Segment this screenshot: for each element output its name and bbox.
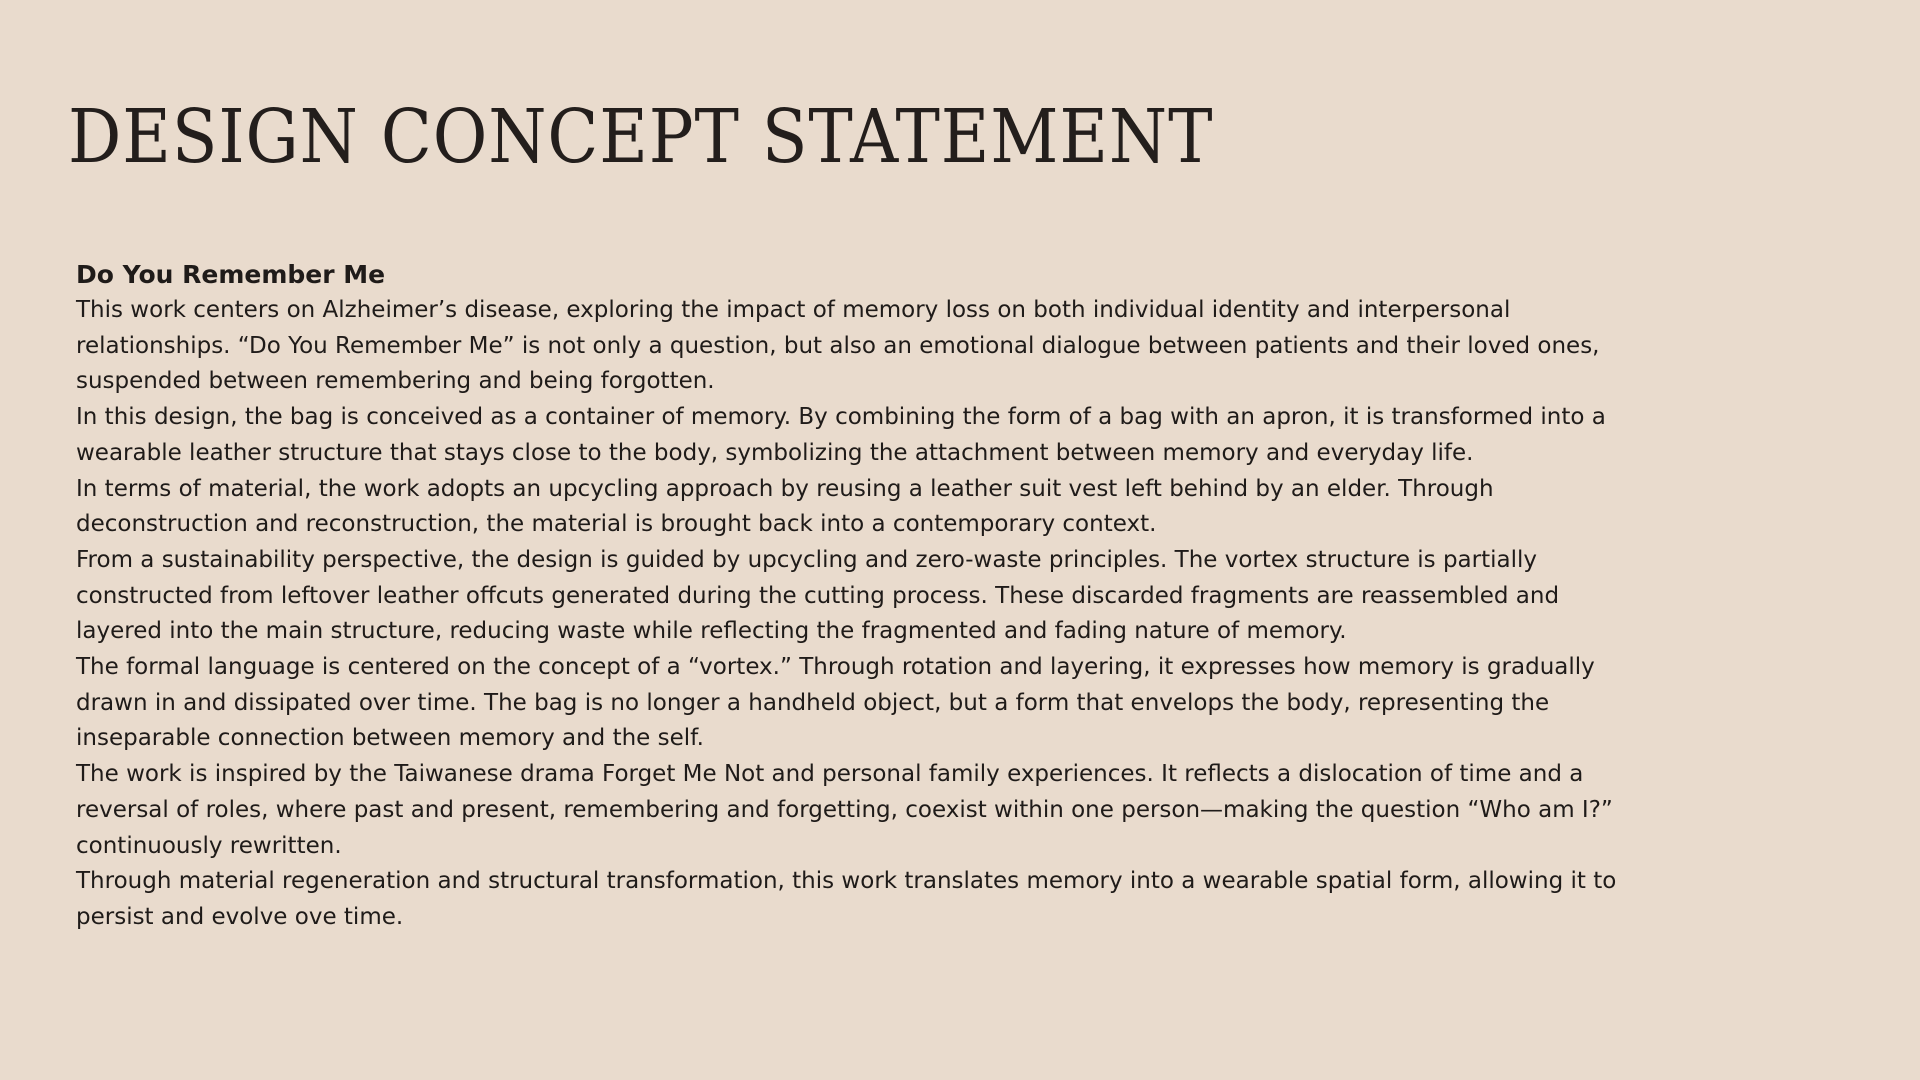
work-title: Do You Remember Me bbox=[76, 260, 386, 289]
paragraph-line: The formal language is centered on the concept of a “vortex.” Through rotation and layering, it expresses how memory is gradually bbox=[76, 654, 1595, 681]
statement-body bbox=[76, 257, 1776, 936]
paragraph-line: constructed from leftover leather offcuts generated during the cutting process. These discarded fragments are reassembled and bbox=[76, 582, 1560, 609]
paragraph-line: The work is inspired by the Taiwanese drama Forget Me Not and personal family experiences. It reflects a dislocation of time and a bbox=[76, 761, 1584, 788]
paragraph-line: From a sustainability perspective, the design is guided by upcycling and zero-waste principles. The vortex structure is partially bbox=[76, 546, 1538, 573]
paragraph-line: deconstruction and reconstruction, the material is brought back into a contemporary context. bbox=[76, 511, 1157, 538]
paragraph-line: persist and evolve ove time. bbox=[76, 903, 404, 930]
paragraph-3 bbox=[76, 472, 1776, 543]
paragraph-1 bbox=[76, 293, 1776, 400]
paragraph-line: relationships. “Do You Remember Me” is not only a question, but also an emotional dialogue between patients and their loved ones, bbox=[76, 332, 1600, 359]
page-title: DESIGN CONCEPT STATEMENT bbox=[68, 94, 1214, 180]
paragraph-line: drawn in and dissipated over time. The bag is no longer a handheld object, but a form that envelops the body, representing the bbox=[76, 689, 1550, 716]
paragraph-line: continuously rewritten. bbox=[76, 832, 342, 859]
paragraph-line: This work centers on Alzheimer’s disease, exploring the impact of memory loss on both individual identity and interpersonal bbox=[76, 297, 1511, 323]
paragraph-line: suspended between remembering and being forgotten. bbox=[76, 368, 715, 395]
paragraph-line: reversal of roles, where past and present, remembering and forgetting, coexist within one person—making the question “Who am I?” bbox=[76, 796, 1613, 823]
paragraph-6 bbox=[76, 757, 1776, 864]
paragraph-5 bbox=[76, 650, 1776, 757]
paragraph-line: In this design, the bag is conceived as a container of memory. By combining the form of a bag with an apron, it is transformed into a bbox=[76, 404, 1606, 431]
paragraph-4 bbox=[76, 543, 1776, 650]
paragraph-line: inseparable connection between memory and the self. bbox=[76, 725, 704, 752]
paragraph-line: layered into the main structure, reducing waste while reflecting the fragmented and fading nature of memory. bbox=[76, 618, 1347, 645]
paragraph-7 bbox=[76, 864, 1776, 935]
paragraph-line: wearable leather structure that stays close to the body, symbolizing the attachment between memory and everyday life. bbox=[76, 439, 1474, 466]
paragraph-line: In terms of material, the work adopts an upcycling approach by reusing a leather suit vest left behind by an elder. Through bbox=[76, 475, 1494, 502]
paragraph-line: Through material regeneration and structural transformation, this work translates memory into a wearable spatial form, allowing it to bbox=[76, 868, 1617, 895]
paragraph-2 bbox=[76, 400, 1776, 471]
